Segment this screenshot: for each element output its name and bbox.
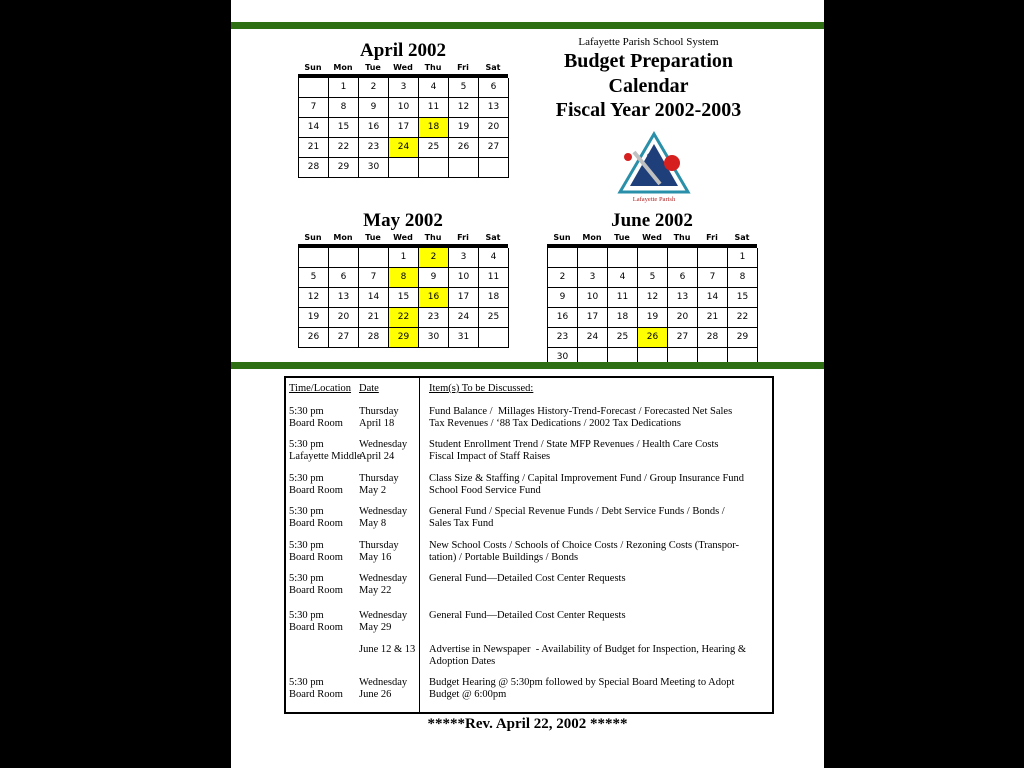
day-cell: 8 bbox=[389, 268, 419, 288]
day-cell: 17 bbox=[449, 288, 479, 308]
weekday-header bbox=[547, 232, 757, 244]
day-cell: 29 bbox=[728, 328, 758, 348]
header-date: Date bbox=[359, 383, 379, 394]
weekday-label: Wed bbox=[642, 233, 662, 242]
day-cell: 23 bbox=[419, 308, 449, 328]
day-cell: 6 bbox=[479, 78, 509, 98]
row-time-location: 5:30 pm Board Room bbox=[289, 540, 343, 563]
day-cell: 18 bbox=[479, 288, 509, 308]
empty-cell bbox=[578, 248, 608, 268]
day-cell: 31 bbox=[449, 328, 479, 348]
weekday-label: Sun bbox=[553, 233, 571, 242]
middle-green-rule bbox=[231, 362, 824, 369]
day-cell: 27 bbox=[479, 138, 509, 158]
day-cell: 13 bbox=[329, 288, 359, 308]
day-cell: 24 bbox=[449, 308, 479, 328]
empty-cell bbox=[359, 248, 389, 268]
row-time-location: 5:30 pm Board Room bbox=[289, 677, 343, 700]
calendar-title: June 2002 bbox=[611, 210, 693, 231]
day-cell: 1 bbox=[728, 248, 758, 268]
day-cell: 21 bbox=[359, 308, 389, 328]
day-cell: 22 bbox=[389, 308, 419, 328]
day-cell: 30 bbox=[419, 328, 449, 348]
weekday-label: Tue bbox=[365, 233, 381, 242]
empty-cell bbox=[299, 78, 329, 98]
day-cell: 11 bbox=[608, 288, 638, 308]
day-cell: 9 bbox=[548, 288, 578, 308]
day-cell: 4 bbox=[419, 78, 449, 98]
day-cell: 22 bbox=[728, 308, 758, 328]
day-cell: 28 bbox=[299, 158, 329, 178]
weekday-label: Mon bbox=[582, 233, 602, 242]
schedule-box bbox=[284, 376, 774, 714]
day-cell: 11 bbox=[419, 98, 449, 118]
day-cell: 1 bbox=[329, 78, 359, 98]
day-cell: 23 bbox=[548, 328, 578, 348]
weekday-label: Mon bbox=[333, 233, 353, 242]
day-cell: 10 bbox=[578, 288, 608, 308]
empty-cell bbox=[638, 248, 668, 268]
empty-cell bbox=[479, 328, 509, 348]
row-date: Wednesday April 24 bbox=[359, 439, 408, 462]
day-cell: 3 bbox=[578, 268, 608, 288]
day-cell: 17 bbox=[578, 308, 608, 328]
day-cell: 27 bbox=[329, 328, 359, 348]
day-cell: 4 bbox=[479, 248, 509, 268]
weekday-label: Wed bbox=[393, 233, 413, 242]
day-cell: 10 bbox=[389, 98, 419, 118]
day-cell: 12 bbox=[299, 288, 329, 308]
calendar-title: May 2002 bbox=[363, 210, 443, 231]
row-date: June 12 & 13 bbox=[359, 644, 416, 655]
weekday-label: Fri bbox=[457, 233, 469, 242]
day-cell: 30 bbox=[548, 348, 578, 368]
day-cell: 16 bbox=[359, 118, 389, 138]
calendar-june bbox=[547, 210, 757, 368]
day-cell: 6 bbox=[668, 268, 698, 288]
calendar-april bbox=[298, 40, 508, 178]
day-cell: 16 bbox=[548, 308, 578, 328]
title-line-3: Fiscal Year 2002-2003 bbox=[555, 99, 742, 121]
day-grid bbox=[298, 74, 508, 178]
row-items: Class Size & Staffing / Capital Improvement Fund / Group Insurance Fund School Food Service Fund bbox=[429, 473, 745, 496]
row-items: Advertise in Newspaper - Availability of Budget for Inspection, Hearing & Adoption Dates bbox=[429, 644, 747, 667]
row-date: Thursday April 18 bbox=[359, 406, 399, 429]
row-date: Wednesday June 26 bbox=[359, 677, 408, 700]
calendar-title: April 2002 bbox=[359, 40, 447, 61]
day-cell: 20 bbox=[668, 308, 698, 328]
day-cell: 19 bbox=[299, 308, 329, 328]
top-green-rule bbox=[231, 22, 824, 29]
day-cell: 18 bbox=[608, 308, 638, 328]
day-cell: 12 bbox=[638, 288, 668, 308]
weekday-label: Tue bbox=[614, 233, 630, 242]
day-cell: 21 bbox=[299, 138, 329, 158]
day-cell: 14 bbox=[299, 118, 329, 138]
day-cell: 3 bbox=[389, 78, 419, 98]
row-time-location: 5:30 pm Lafayette Middle bbox=[289, 439, 362, 462]
day-cell: 24 bbox=[578, 328, 608, 348]
weekday-label: Thu bbox=[424, 233, 442, 242]
row-date: Wednesday May 8 bbox=[359, 506, 408, 529]
row-date: Wednesday May 29 bbox=[359, 610, 408, 633]
header-items: Item(s) To be Discussed: bbox=[429, 383, 534, 394]
day-cell: 8 bbox=[329, 98, 359, 118]
weekday-label: Sun bbox=[304, 63, 322, 72]
day-cell: 5 bbox=[449, 78, 479, 98]
day-cell: 18 bbox=[419, 118, 449, 138]
day-cell: 2 bbox=[548, 268, 578, 288]
day-cell: 25 bbox=[608, 328, 638, 348]
day-cell: 12 bbox=[449, 98, 479, 118]
day-cell: 9 bbox=[359, 98, 389, 118]
empty-cell bbox=[389, 158, 419, 178]
empty-cell bbox=[449, 158, 479, 178]
row-items: General Fund—Detailed Cost Center Requests bbox=[429, 573, 626, 584]
day-cell: 26 bbox=[299, 328, 329, 348]
day-cell: 1 bbox=[389, 248, 419, 268]
weekday-label: Thu bbox=[424, 63, 442, 72]
weekday-label: Tue bbox=[365, 63, 381, 72]
weekday-header bbox=[298, 232, 508, 244]
empty-cell bbox=[419, 158, 449, 178]
row-time-location: 5:30 pm Board Room bbox=[289, 573, 343, 596]
day-cell: 14 bbox=[698, 288, 728, 308]
weekday-label: Fri bbox=[706, 233, 718, 242]
day-cell: 10 bbox=[449, 268, 479, 288]
empty-cell bbox=[608, 248, 638, 268]
empty-cell bbox=[299, 248, 329, 268]
day-cell: 7 bbox=[359, 268, 389, 288]
day-cell: 30 bbox=[359, 158, 389, 178]
day-cell: 28 bbox=[359, 328, 389, 348]
weekday-label: Sat bbox=[734, 233, 750, 242]
empty-cell bbox=[698, 248, 728, 268]
day-cell: 23 bbox=[359, 138, 389, 158]
day-grid bbox=[298, 244, 508, 348]
row-date: Thursday May 16 bbox=[359, 540, 399, 563]
day-cell: 7 bbox=[698, 268, 728, 288]
title-line-1: Budget Preparation bbox=[563, 50, 734, 72]
day-cell: 13 bbox=[479, 98, 509, 118]
day-cell: 4 bbox=[608, 268, 638, 288]
day-cell: 20 bbox=[479, 118, 509, 138]
day-cell: 19 bbox=[449, 118, 479, 138]
day-cell: 29 bbox=[329, 158, 359, 178]
weekday-header bbox=[298, 62, 508, 74]
day-cell: 20 bbox=[329, 308, 359, 328]
day-cell: 15 bbox=[329, 118, 359, 138]
day-cell: 11 bbox=[479, 268, 509, 288]
day-cell: 3 bbox=[449, 248, 479, 268]
row-time-location: 5:30 pm Board Room bbox=[289, 506, 343, 529]
org-name: Lafayette Parish School System bbox=[578, 36, 719, 48]
weekday-label: Sat bbox=[485, 233, 501, 242]
row-items: Budget Hearing @ 5:30pm followed by Special Board Meeting to Adopt Budget @ 6:00pm bbox=[429, 677, 735, 700]
day-cell: 16 bbox=[419, 288, 449, 308]
day-cell: 22 bbox=[329, 138, 359, 158]
title-block bbox=[536, 36, 761, 123]
row-items: General Fund / Special Revenue Funds / Debt Service Funds / Bonds / Sales Tax Fund bbox=[429, 506, 725, 529]
day-cell: 15 bbox=[389, 288, 419, 308]
row-date: Wednesday May 22 bbox=[359, 573, 408, 596]
weekday-label: Sun bbox=[304, 233, 322, 242]
day-cell: 5 bbox=[299, 268, 329, 288]
row-date: Thursday May 2 bbox=[359, 473, 399, 496]
school-system-logo bbox=[614, 130, 694, 205]
calendar-may bbox=[298, 210, 508, 348]
day-cell: 25 bbox=[479, 308, 509, 328]
empty-cell bbox=[479, 158, 509, 178]
empty-cell bbox=[548, 248, 578, 268]
row-time-location: 5:30 pm Board Room bbox=[289, 610, 343, 633]
day-cell: 6 bbox=[329, 268, 359, 288]
day-cell: 26 bbox=[449, 138, 479, 158]
document-page bbox=[231, 0, 824, 768]
row-items: Fund Balance / Millages History-Trend-Forecast / Forecasted Net Sales Tax Revenues / ‘88 Tax Dedications / 2002 Tax Dedications bbox=[429, 406, 733, 429]
row-items: New School Costs / Schools of Choice Costs / Rezoning Costs (Transpor- tation) / Portable Buildings / Bonds bbox=[429, 540, 740, 563]
day-cell: 21 bbox=[698, 308, 728, 328]
weekday-label: Mon bbox=[333, 63, 353, 72]
weekday-label: Sat bbox=[485, 63, 501, 72]
day-cell: 14 bbox=[359, 288, 389, 308]
day-cell: 2 bbox=[359, 78, 389, 98]
day-cell: 27 bbox=[668, 328, 698, 348]
day-cell: 2 bbox=[419, 248, 449, 268]
day-cell: 28 bbox=[698, 328, 728, 348]
revision-note: *****Rev. April 22, 2002 ***** bbox=[427, 716, 628, 732]
day-cell: 17 bbox=[389, 118, 419, 138]
weekday-label: Wed bbox=[393, 63, 413, 72]
title-line-2: Calendar bbox=[608, 74, 689, 97]
day-cell: 29 bbox=[389, 328, 419, 348]
day-cell: 15 bbox=[728, 288, 758, 308]
day-cell: 7 bbox=[299, 98, 329, 118]
day-cell: 24 bbox=[389, 138, 419, 158]
day-cell: 8 bbox=[728, 268, 758, 288]
row-items: General Fund—Detailed Cost Center Requests bbox=[429, 610, 626, 621]
day-cell: 9 bbox=[419, 268, 449, 288]
row-time-location: 5:30 pm Board Room bbox=[289, 473, 343, 496]
day-cell: 13 bbox=[668, 288, 698, 308]
weekday-label: Fri bbox=[457, 63, 469, 72]
header-time-location: Time/Location bbox=[289, 383, 352, 394]
day-grid bbox=[547, 244, 757, 368]
logo-caption: Lafayette Parish bbox=[632, 196, 676, 203]
empty-cell bbox=[668, 248, 698, 268]
day-cell: 5 bbox=[638, 268, 668, 288]
row-time-location: 5:30 pm Board Room bbox=[289, 406, 343, 429]
weekday-label: Thu bbox=[673, 233, 691, 242]
day-cell: 26 bbox=[638, 328, 668, 348]
day-cell: 25 bbox=[419, 138, 449, 158]
empty-cell bbox=[329, 248, 359, 268]
row-items: Student Enrollment Trend / State MFP Revenues / Health Care Costs Fiscal Impact of Staff Raises bbox=[429, 439, 719, 462]
day-cell: 19 bbox=[638, 308, 668, 328]
